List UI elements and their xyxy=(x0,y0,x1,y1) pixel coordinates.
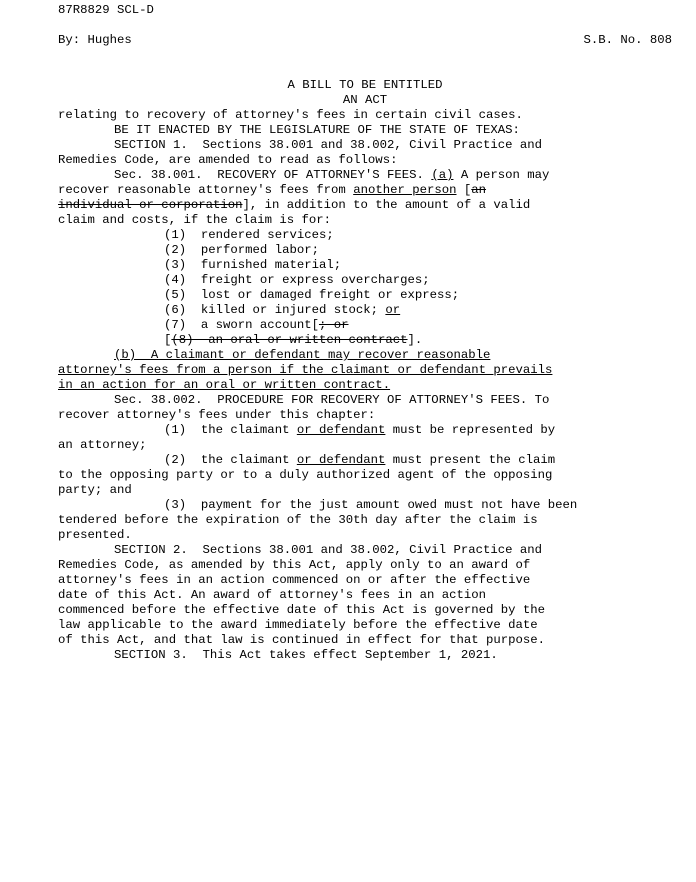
list-item xyxy=(164,318,349,333)
author-line: By: Hughes xyxy=(58,33,132,47)
inserted-text: another person xyxy=(353,183,457,197)
text-run: recover reasonable attorney's fees from xyxy=(58,183,354,197)
inserted-text: or defendant xyxy=(296,453,386,467)
sec-38002-heading: Sec. 38.002. PROCEDURE FOR RECOVERY OF ATTORNEY'S FEES. To xyxy=(114,393,550,407)
inserted-text: or defendant xyxy=(296,423,386,437)
sec-38001-heading xyxy=(114,168,549,183)
deleted-text: an xyxy=(471,183,487,197)
section-2-line-5: commenced before the effective date of this Act is governed by the xyxy=(58,603,546,617)
section-2-line-1: SECTION 2. Sections 38.001 and 38.002, Civil Practice and xyxy=(114,543,543,557)
bill-number: S.B. No. 808 xyxy=(583,33,672,47)
list-item: (4) freight or express overcharges; xyxy=(164,273,430,287)
text-run: [ xyxy=(164,333,172,347)
section-2-line-7: of this Act, and that law is continued in effect for that purpose. xyxy=(58,633,546,647)
inserted-text: or xyxy=(385,303,401,317)
list-item-cont: an attorney; xyxy=(58,438,147,452)
text-run: must present the claim xyxy=(385,453,556,467)
act-title: AN ACT xyxy=(342,93,388,107)
section-2-line-4: date of this Act. An award of attorney's fees in an action xyxy=(58,588,487,602)
text-run: (1) the claimant xyxy=(164,423,297,437)
list-item-cont: tendered before the expiration of the 30th day after the claim is xyxy=(58,513,538,527)
text-run: [ xyxy=(456,183,472,197)
list-item xyxy=(164,303,400,318)
caption: relating to recovery of attorney's fees in certain civil cases. xyxy=(58,108,523,122)
subsection-b-line-3: in an action for an oral or written contract. xyxy=(58,378,391,392)
text-run: (6) killed or injured stock; xyxy=(164,303,386,317)
subsection-b-line-1: (b) A claimant or defendant may recover reasonable xyxy=(114,348,491,362)
list-item-cont: to the opposing party or to a duly authorized agent of the opposing xyxy=(58,468,553,482)
text-run: must be represented by xyxy=(385,423,556,437)
deleted-text: ; or xyxy=(318,318,349,332)
sec-38001-text-cont: A person may xyxy=(453,168,550,182)
list-item xyxy=(164,453,555,468)
section-1-line-2: Remedies Code, are amended to read as follows: xyxy=(58,153,398,167)
bill-title: A BILL TO BE ENTITLED xyxy=(287,78,443,92)
subsection-a-marker: (a) xyxy=(431,168,454,182)
list-item xyxy=(164,333,422,348)
subsection-b-line-2: attorney's fees from a person if the claimant or defendant prevails xyxy=(58,363,553,377)
deleted-text: individual or corporation xyxy=(58,198,243,212)
section-2-line-2: Remedies Code, as amended by this Act, apply only to an award of xyxy=(58,558,531,572)
sec-38001-line-4: claim and costs, if the claim is for: xyxy=(58,213,332,227)
section-1-line-1: SECTION 1. Sections 38.001 and 38.002, Civil Practice and xyxy=(114,138,543,152)
section-3: SECTION 3. This Act takes effect September 1, 2021. xyxy=(114,648,498,662)
text-run: ], in addition to the amount of a valid xyxy=(242,198,531,212)
sec-38002-line-2: recover attorney's fees under this chapter: xyxy=(58,408,376,422)
section-2-line-6: law applicable to the award immediately before the effective date xyxy=(58,618,538,632)
list-item: (5) lost or damaged freight or express; xyxy=(164,288,460,302)
list-item: (3) furnished material; xyxy=(164,258,342,272)
deleted-text: (8) an oral or written contract xyxy=(171,333,408,347)
enacting-clause: BE IT ENACTED BY THE LEGISLATURE OF THE STATE OF TEXAS: xyxy=(114,123,520,137)
list-item-cont: party; and xyxy=(58,483,132,497)
sec-38001-text: Sec. 38.001. RECOVERY OF ATTORNEY'S FEES. xyxy=(114,168,432,182)
sec-38001-line-2 xyxy=(58,183,486,198)
list-item: (3) payment for the just amount owed must not have been xyxy=(164,498,578,512)
list-item: (2) performed labor; xyxy=(164,243,319,257)
document-id: 87R8829 SCL-D xyxy=(58,3,154,17)
list-item-cont: presented. xyxy=(58,528,132,542)
list-item: (1) rendered services; xyxy=(164,228,334,242)
section-2-line-3: attorney's fees in an action commenced on or after the effective xyxy=(58,573,531,587)
text-run: (7) a sworn account[ xyxy=(164,318,319,332)
sec-38001-line-3 xyxy=(58,198,530,213)
text-run: (2) the claimant xyxy=(164,453,297,467)
list-item xyxy=(164,423,555,438)
text-run: ]. xyxy=(407,333,423,347)
